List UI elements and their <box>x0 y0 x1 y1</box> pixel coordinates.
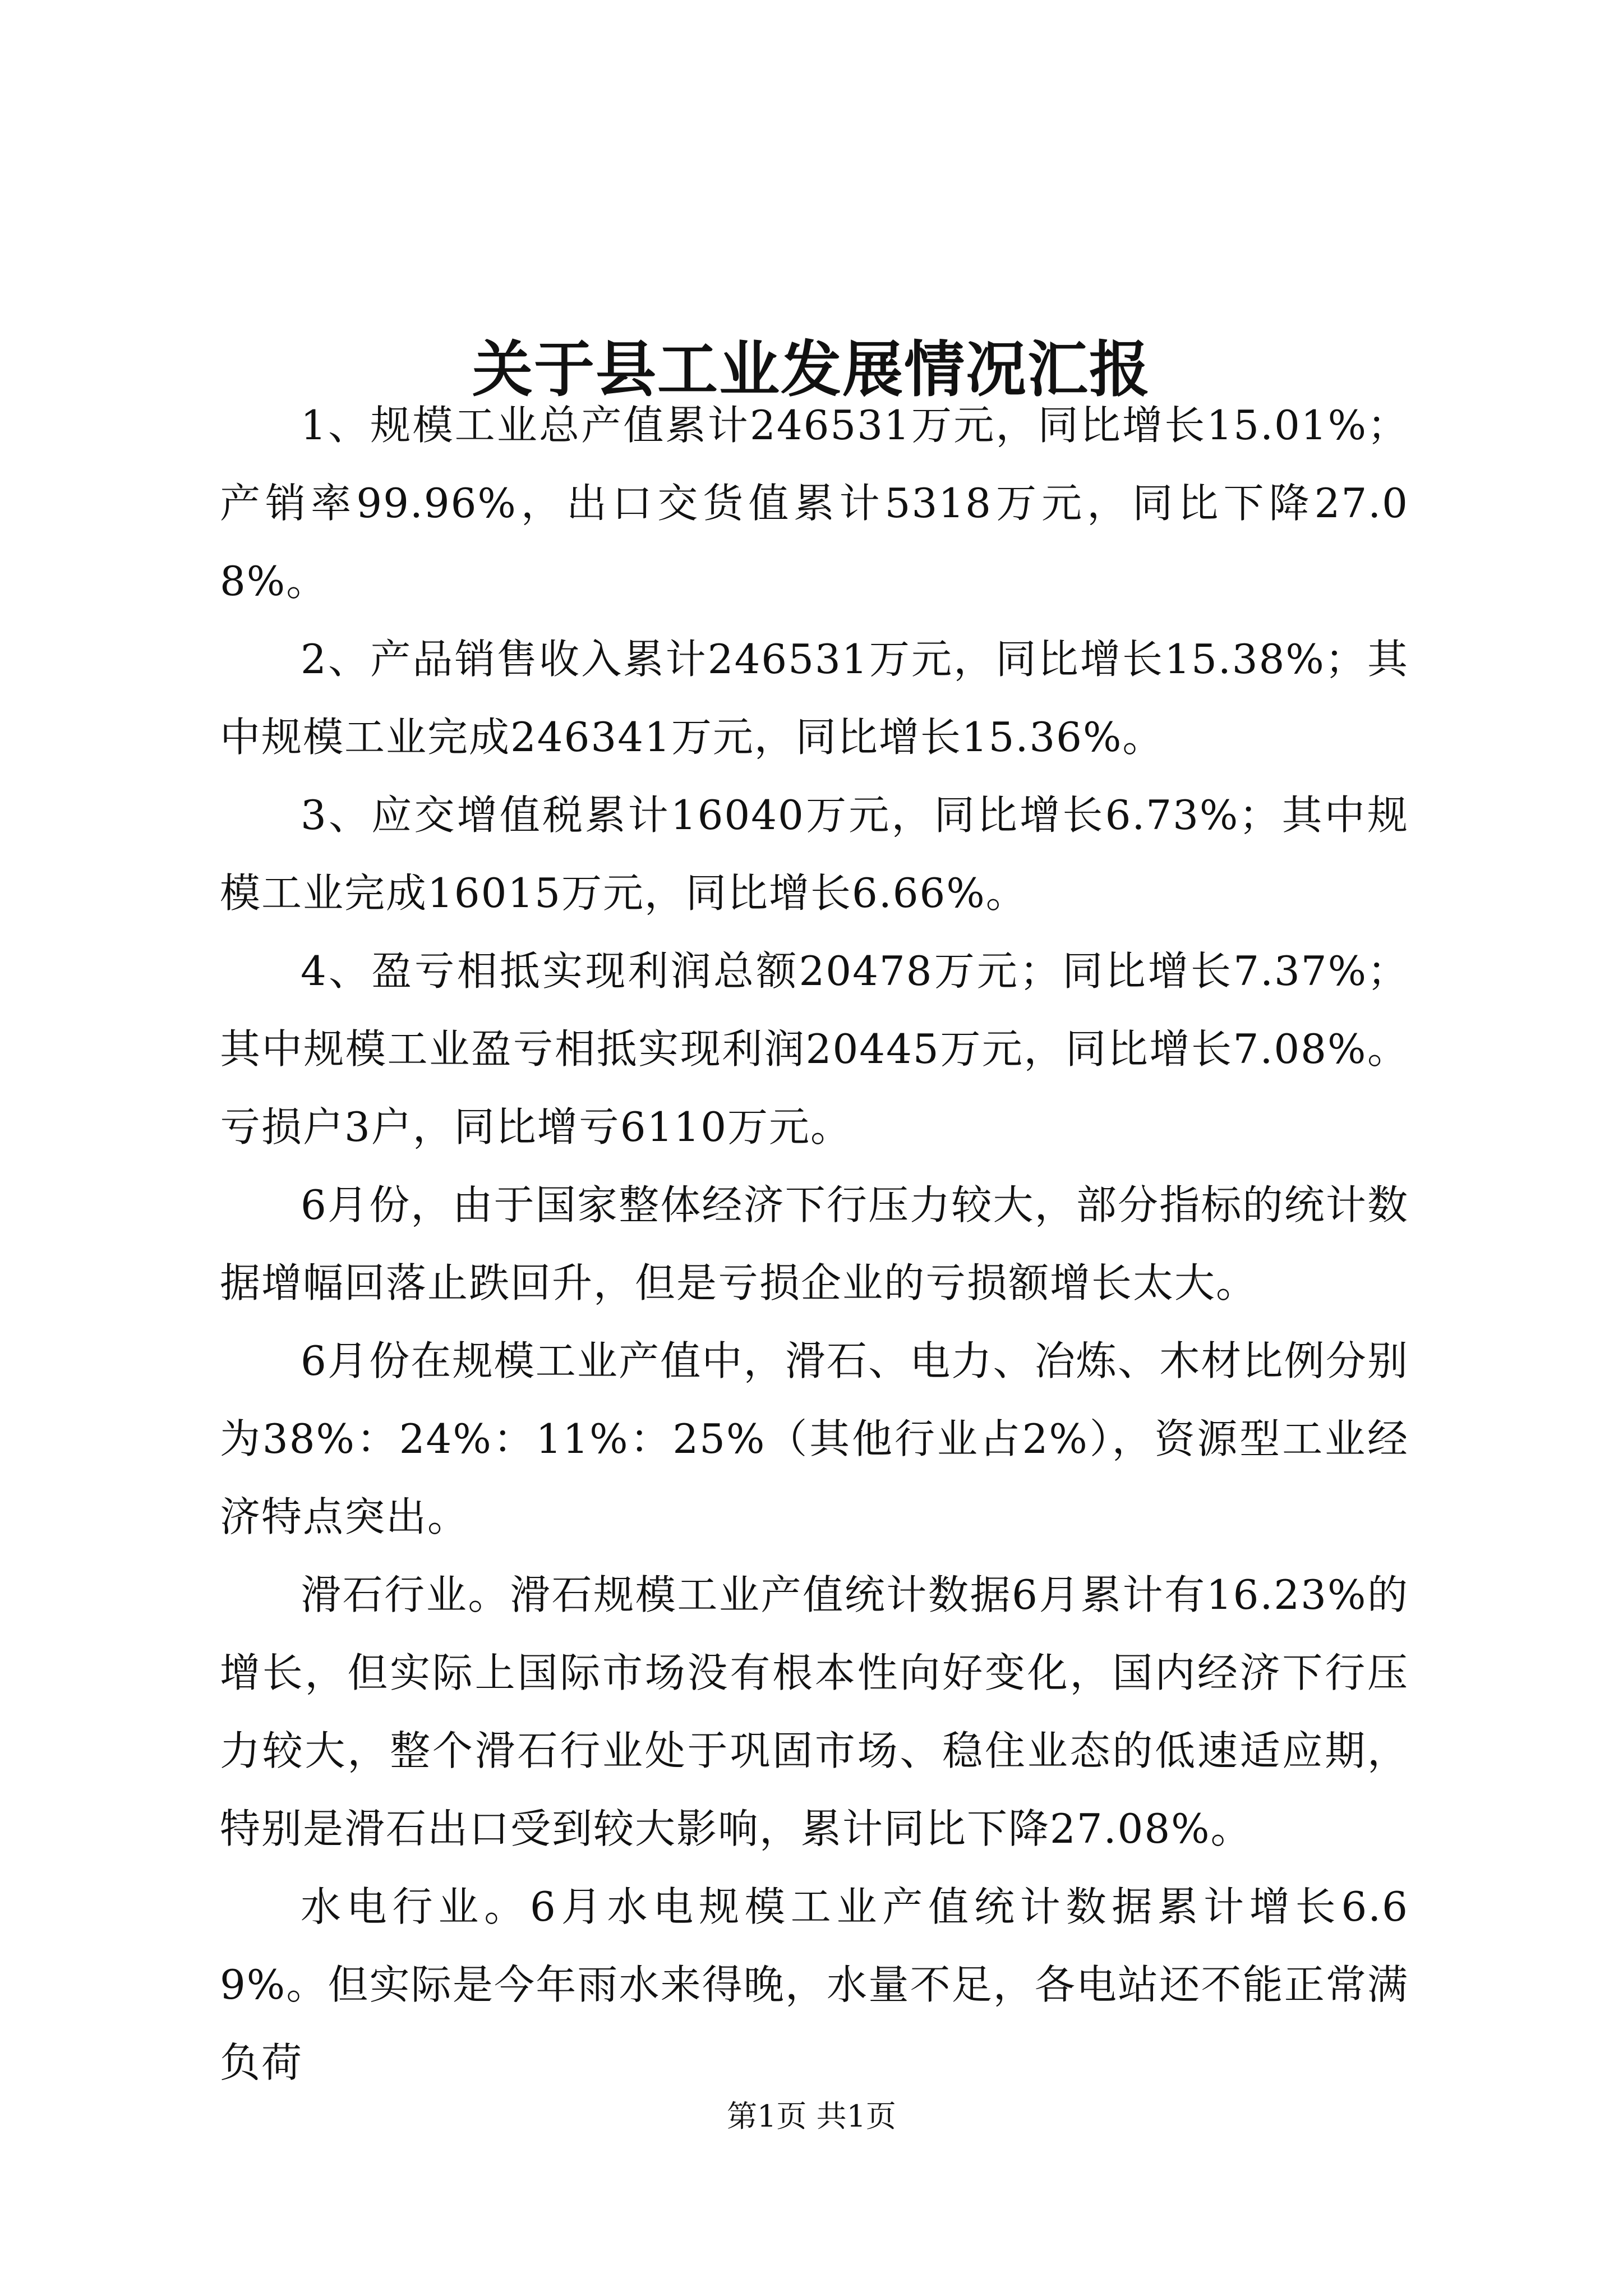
document-title: 关于县工业发展情况汇报 <box>472 334 1151 406</box>
paragraph-6: 6月份在规模工业产值中，滑石、电力、冶炼、木材比例分别为38%：24%：11%：25%（其他行业占2%），资源型工业经济特点突出。 <box>220 1337 1409 1540</box>
paragraph-3: 3、应交增值税累计16040万元，同比增长6.73%；其中规模工业完成16015万元，同比增长6.66%。 <box>220 792 1409 917</box>
paragraph-4: 4、盈亏相抵实现利润总额20478万元；同比增长7.37%；其中规模工业盈亏相抵实现利润20445万元，同比增长7.08%。亏损户3户，同比增亏6110万元。 <box>220 947 1409 1151</box>
paragraph-2: 2、产品销售收入累计246531万元，同比增长15.38%；其中规模工业完成246341万元，同比增长15.36%。 <box>220 636 1409 761</box>
page-number-footer: 第1页 共1页 <box>727 2099 896 2134</box>
paragraph-5: 6月份，由于国家整体经济下行压力较大，部分指标的统计数据增幅回落止跌回升，但是亏损企业的亏损额增长太大。 <box>220 1181 1409 1306</box>
document-body <box>220 386 1409 2102</box>
paragraph-7: 滑石行业。滑石规模工业产值统计数据6月累计有16.23%的增长，但实际上国际市场没有根本性向好变化，国内经济下行压力较大，整个滑石行业处于巩固市场、稳住业态的低速适应期，特别是滑石出口受到较大影响，累计同比下降27.08%。 <box>220 1571 1409 1852</box>
paragraph-1: 1、规模工业总产值累计246531万元，同比增长15.01%；产销率99.96%，出口交货值累计5318万元，同比下降27.08%。 <box>220 402 1409 605</box>
paragraph-8: 水电行业。6月水电规模工业产值统计数据累计增长6.69%。但实际是今年雨水来得晚，水量不足，各电站还不能正常满负荷 <box>220 1883 1409 2086</box>
